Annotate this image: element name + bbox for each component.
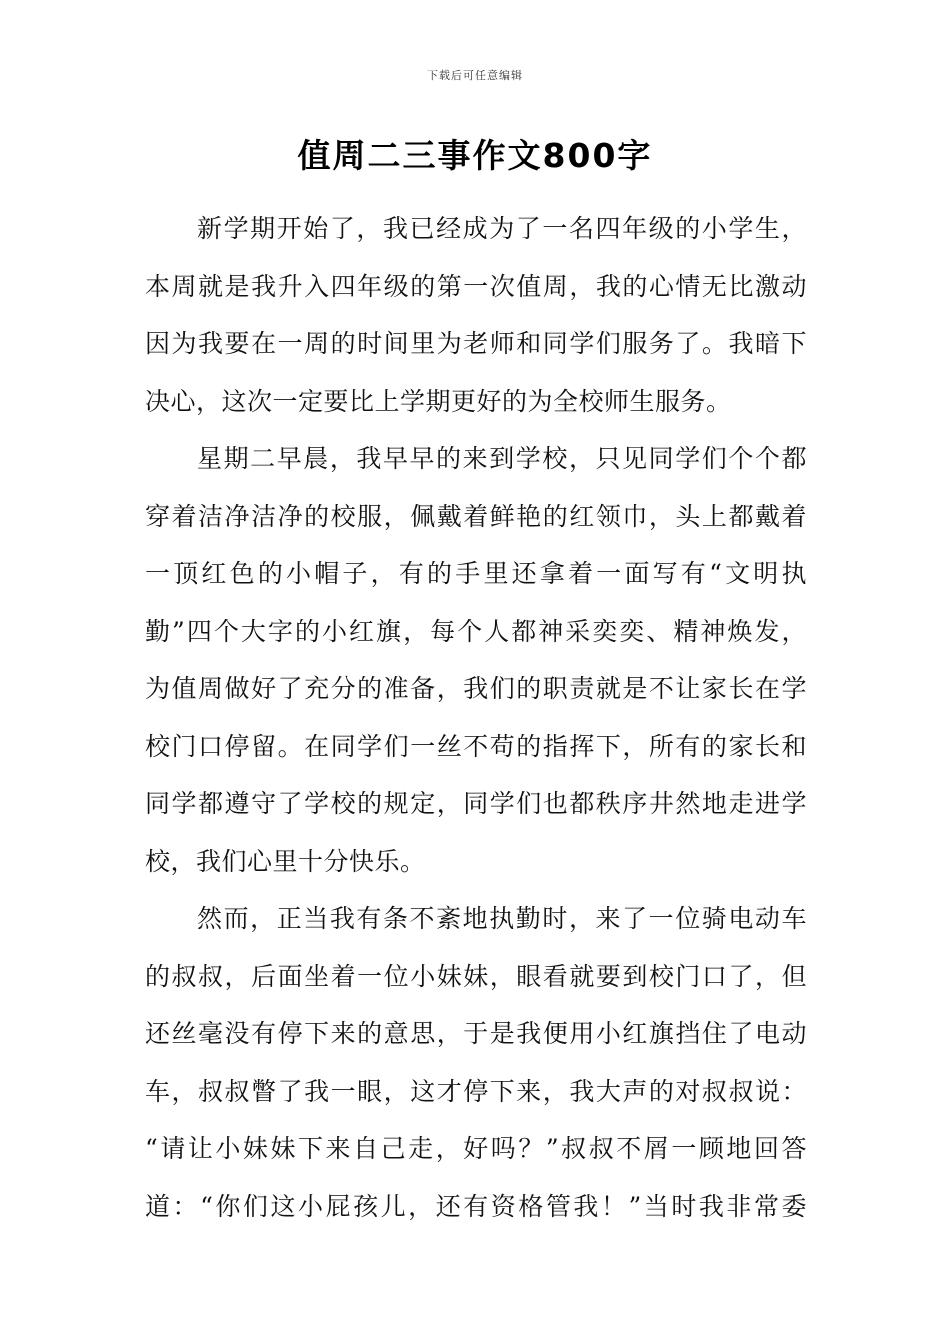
text-line: 还丝毫没有停下来的意思，于是我便用小红旗挡住了电动 <box>145 1019 807 1048</box>
text-line: 然而，正当我有条不紊地执勤时，来了一位骑电动车 <box>197 904 807 933</box>
paragraph <box>145 890 807 1235</box>
text-line: 勤”四个大字的小红旗，每个人都神采奕奕、精神焕发， <box>145 616 807 646</box>
text-line: 的叔叔，后面坐着一位小妹妹，眼看就要到校门口了，但 <box>145 961 807 991</box>
text-line: 新学期开始了，我已经成为了一名四年级的小学生， <box>197 214 807 243</box>
text-line: 一顶红色的小帽子，有的手里还拿着一面写有“文明执 <box>145 559 807 588</box>
text-line: “请让小妹妹下来自己走，好吗？”叔叔不屑一顾地回答 <box>145 1134 807 1163</box>
text-line: 穿着洁净洁净的校服，佩戴着鲜艳的红领巾，头上都戴着 <box>145 501 807 531</box>
document-title: 值周二三事作文800字 <box>297 136 653 175</box>
text-line: 校，我们心里十分快乐。 <box>145 846 426 876</box>
paragraph <box>145 430 807 890</box>
paragraph <box>145 200 807 430</box>
text-line: 道：“你们这小屁孩儿，还有资格管我！”当时我非常委 <box>145 1191 807 1221</box>
text-line: 本周就是我升入四年级的第一次值周，我的心情无比激动 <box>145 271 807 301</box>
header-note: 下载后可任意编辑 <box>427 69 523 82</box>
text-line: 决心，这次一定要比上学期更好的为全校师生服务。 <box>145 386 732 416</box>
text-line: 校门口停留。在同学们一丝不苟的指挥下，所有的家长和 <box>145 731 807 761</box>
text-line: 同学都遵守了学校的规定，同学们也都秩序井然地走进学 <box>145 789 807 818</box>
text-line: 为值周做好了充分的准备，我们的职责就是不让家长在学 <box>145 674 807 703</box>
text-line: 因为我要在一周的时间里为老师和同学们服务了。我暗下 <box>145 329 807 358</box>
text-line: 车，叔叔瞥了我一眼，这才停下来，我大声的对叔叔说： <box>145 1076 807 1106</box>
document-body <box>145 200 807 1235</box>
text-line: 星期二早晨，我早早的来到学校，只见同学们个个都 <box>197 444 807 473</box>
